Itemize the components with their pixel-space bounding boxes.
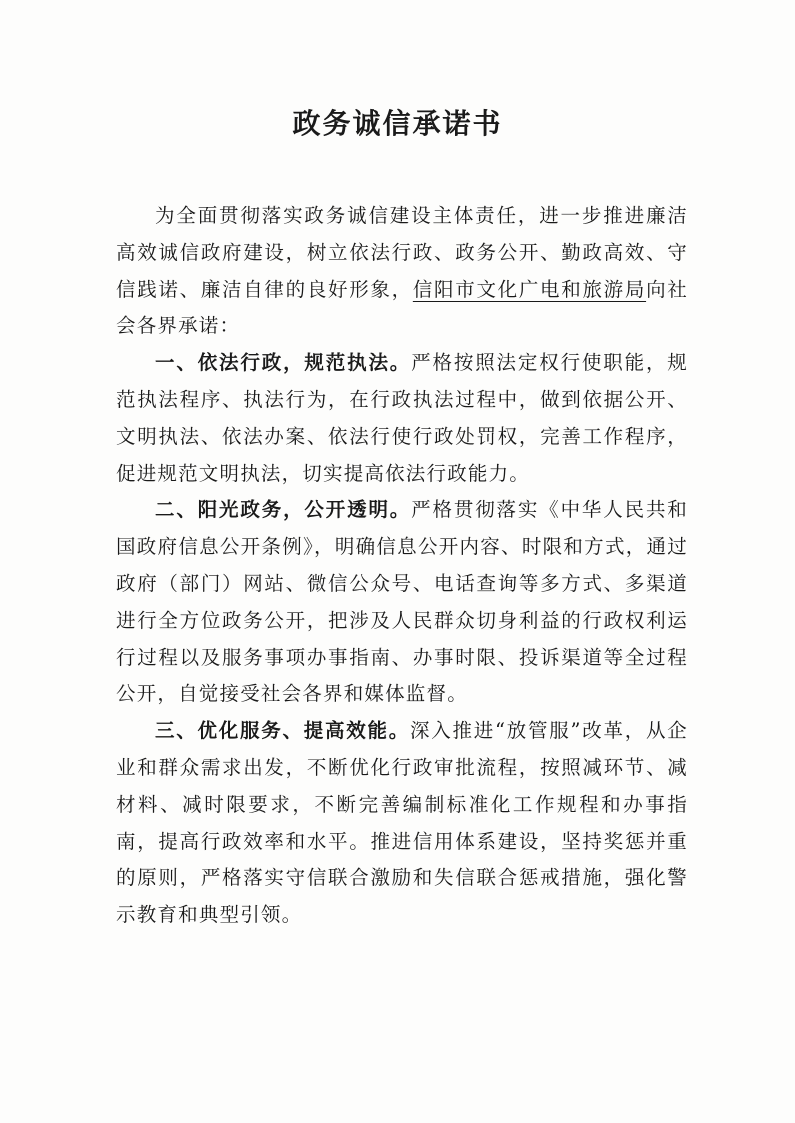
section-paragraph-1 [116,345,688,492]
section-heading-3: 三、优化服务、提高效能。 [155,719,411,743]
section-text-1: 严格按照法定权行使职能，规范执法程序、执法行为，在行政执法过程中，做到依据公开、文明执法、依法办案、依法行使行政处罚权，完善工作程序，促进规范文明执法，切实提高依法行政能力。 [116,351,688,485]
document-title: 政务诚信承诺书 [292,107,503,140]
intro-closing: 向社会各界承诺： [116,277,688,338]
organization-name: 信阳市文化广电和旅游局 [412,277,647,301]
intro-text: 为全面贯彻落实政务诚信建设主体责任，进一步推进廉洁高效诚信政府建设，树立依法行政、政务公开、勤政高效、守信践诺、廉洁自律的良好形象， [116,204,688,301]
section-paragraph-3 [116,713,688,934]
document-body [116,198,688,934]
section-paragraph-2 [116,492,688,713]
section-text-3: 深入推进“放管服”改革，从企业和群众需求出发，不断优化行政审批流程，按照减环节、减材料、减时限要求，不断完善编制标准化工作规程和办事指南，提高行政效率和水平。推进信用体系建设，坚持奖惩并重的原则，严格落实守信联合激励和失信联合惩戒措施，强化警示教育和典型引领。 [116,719,688,927]
intro-paragraph [116,198,688,345]
section-text-2: 严格贯彻落实《中华人民共和国政府信息公开条例》，明确信息公开内容、时限和方式，通过政府（部门）网站、微信公众号、电话查询等多方式、多渠道进行全方位政务公开，把涉及人民群众切身利益的行政权利运行过程以及服务事项办事指南、办事时限、投诉渠道等全过程公开，自觉接受社会各界和媒体监督。 [116,498,688,706]
section-heading-1: 一、依法行政，规范执法。 [155,351,412,375]
section-heading-2: 二、阳光政务，公开透明。 [155,498,412,522]
